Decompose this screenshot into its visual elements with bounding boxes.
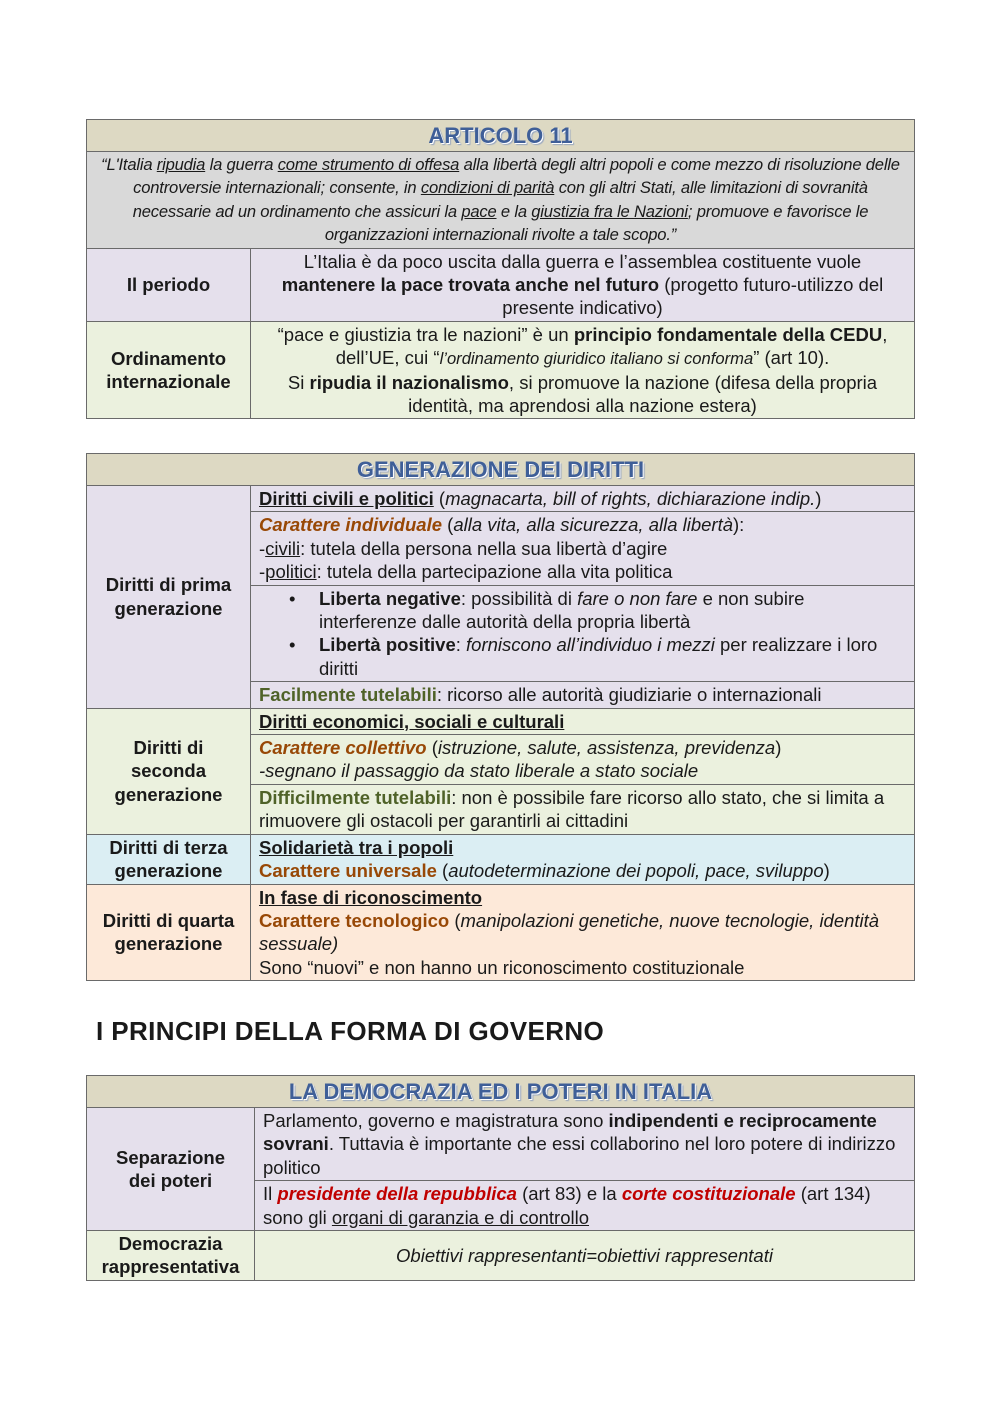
quote-text: con gli altri Stati, alle limitazioni di sovranità necessarie ad un ordinamento che assicuri la	[132, 178, 868, 221]
text-part: :	[455, 634, 467, 656]
text-part: (	[426, 737, 438, 759]
articolo-11-quote	[87, 152, 915, 249]
label-line: Diritti di prima	[105, 574, 232, 596]
rappresentativa-label	[87, 1231, 255, 1281]
label-line: generazione	[114, 860, 223, 882]
quote-text: e la	[496, 201, 532, 221]
prima-row-4	[251, 682, 915, 708]
label-line: Diritti di	[133, 737, 204, 759]
separazione-row-2	[255, 1181, 915, 1231]
generazione-title: GENERAZIONE DEI DIRITTI	[87, 454, 915, 486]
bold-part: Liberta negative	[319, 587, 461, 609]
bullet-icon: •	[289, 587, 296, 609]
text-part: (	[433, 488, 446, 509]
italic-part: manipolazioni genetiche, nuove tecnologie, identità sessuale)	[259, 909, 880, 955]
text-part: “pace e giustizia tra le nazioni” è un	[277, 323, 574, 345]
label-line: seconda	[130, 760, 207, 782]
articolo-11-title: ARTICOLO 11	[87, 120, 915, 152]
row-heading: Diritti civili e politici	[259, 488, 434, 509]
text-part: ” (art 10).	[753, 347, 830, 369]
row-heading: Carattere individuale	[259, 514, 443, 536]
text-part: , si promuove la nazione (difesa della propria identità, ma aprendosi alla nazione estera)	[408, 371, 878, 417]
terza-row	[251, 834, 915, 884]
label-line: Democrazia	[118, 1233, 223, 1255]
italic-part: l’ordinamento giuridico italiano si conforma	[439, 349, 754, 369]
democrazia-table	[86, 1075, 915, 1281]
bold-part: principio fondamentale della CEDU	[573, 323, 883, 345]
quote-underlined: ripudia	[156, 155, 206, 174]
seconda-row-2	[251, 735, 915, 785]
label-line: generazione	[114, 783, 223, 805]
text-part: per realizzare i loro diritti	[319, 634, 878, 679]
text-part: : ricorso alle autorità giudiziarie o internazionali	[436, 684, 822, 706]
row-heading: Carattere tecnologico	[259, 909, 450, 931]
liberta-list	[259, 587, 906, 681]
text-part: Il	[263, 1183, 278, 1205]
prima-row-1	[251, 486, 915, 512]
row-heading: In fase di riconoscimento	[259, 886, 483, 908]
ordinamento-label	[87, 321, 251, 419]
row-heading: Facilmente tutelabili	[259, 684, 437, 706]
quarta-row	[251, 884, 915, 981]
seconda-row-1	[251, 708, 915, 734]
label-line: generazione	[114, 933, 223, 955]
text-part: (art 134) sono gli	[263, 1183, 871, 1228]
text-part: (	[442, 514, 454, 536]
text-part: Sono “nuovi” e non hanno un riconoscimento costituzionale	[259, 956, 745, 978]
periodo-text-part: L’Italia è da poco uscita dalla guerra e l’assemblea costituente vuole	[303, 250, 862, 272]
red-part: corte costituzionale	[621, 1183, 796, 1205]
quote-text: la guerra	[205, 155, 278, 174]
text-part: e non subire interferenze dalle autorità della propria libertà	[319, 587, 805, 633]
row-heading: Carattere collettivo	[259, 737, 427, 759]
label-line: rappresentativa	[101, 1256, 240, 1278]
articolo-11-table	[86, 119, 915, 419]
text-part: : possibilità di	[460, 587, 578, 609]
italic-part: magnacarta, bill of rights, dichiarazione indip.	[445, 488, 816, 509]
rappresentativa-text	[255, 1231, 915, 1281]
list-item	[289, 633, 906, 680]
text-part: )	[775, 737, 782, 759]
section-title: I PRINCIPI DELLA FORMA DI GOVERNO	[96, 1016, 605, 1046]
italic-part: fare o non fare	[577, 587, 698, 609]
text-part: (art 83) e la	[516, 1183, 622, 1205]
red-part: presidente della repubblica	[277, 1183, 517, 1205]
bold-part: indipendenti e reciprocamente sovrani	[263, 1110, 877, 1155]
row-heading: Diritti economici, sociali e culturali	[259, 710, 565, 732]
italic-part: forniscono all’individuo i mezzi	[466, 634, 715, 656]
text-part: : tutela della persona nella sua libertà d’agire	[300, 537, 668, 559]
text-part: (	[449, 909, 461, 931]
underlined-part: civili	[265, 537, 301, 559]
text-part: Parlamento, governo e magistratura sono	[263, 1110, 609, 1131]
label-line: Separazione	[116, 1146, 225, 1168]
row-heading: Solidarietà tra i popoli	[259, 836, 454, 858]
separazione-row-1	[255, 1108, 915, 1181]
text-part: -	[259, 537, 266, 559]
italic-part: -segnano il passaggio da stato liberale a stato sociale	[259, 760, 699, 782]
ordinamento-text	[251, 321, 915, 419]
prima-generazione-label	[87, 486, 251, 709]
periodo-text	[251, 248, 915, 321]
text-part: : non è possibile fare ricorso allo stato, che si limita a rimuovere gli ostacoli per garantirli ai cittadini	[259, 786, 885, 832]
label-line: generazione	[114, 597, 223, 619]
quarta-generazione-label	[87, 884, 251, 981]
italic-part: Obiettivi rappresentanti=obiettivi rappresentati	[396, 1244, 773, 1266]
periodo-label: Il periodo	[87, 248, 251, 321]
label-line: Diritti di quarta	[102, 909, 235, 931]
generazione-table	[86, 453, 915, 981]
democrazia-title: LA DEMOCRAZIA ED I POTERI IN ITALIA	[87, 1076, 915, 1108]
text-part: : tutela della partecipazione alla vita politica	[316, 561, 673, 583]
label-line: dei poteri	[128, 1170, 213, 1192]
text-part: . Tuttavia è importante che essi collaborino nel loro potere di indirizzo politico	[263, 1133, 896, 1178]
italic-part: istruzione, salute, assistenza, previdenza	[437, 737, 776, 759]
text-part: )	[815, 488, 822, 509]
bold-part: ripudia il nazionalismo	[309, 371, 509, 393]
prima-row-2	[251, 512, 915, 585]
periodo-bold: mantenere la pace trovata anche nel futuro	[281, 274, 660, 296]
text-part: -	[259, 561, 266, 583]
seconda-generazione-label	[87, 708, 251, 834]
text-part: )	[823, 860, 830, 882]
row-heading: Carattere universale	[259, 860, 437, 882]
quote-underlined: condizioni di parità	[420, 178, 555, 198]
italic-part: autodeterminazione dei popoli, pace, sviluppo	[448, 860, 824, 882]
label-line: Diritti di terza	[109, 836, 228, 858]
label-line: internazionale	[106, 371, 231, 393]
row-heading: Difficilmente tutelabili	[259, 786, 452, 808]
seconda-row-3	[251, 784, 915, 834]
bullet-icon: •	[289, 634, 296, 656]
bold-part: Libertà positive	[319, 634, 456, 656]
text-part: Si	[287, 371, 310, 393]
quote-text: “L'Italia	[101, 155, 157, 174]
prima-row-3	[251, 585, 915, 682]
quote-underlined: come strumento di offesa	[277, 155, 460, 174]
text-part: , dell’UE, cui “	[335, 323, 888, 369]
quote-underlined: giustizia fra le Nazioni	[531, 201, 688, 221]
list-item	[289, 587, 906, 634]
separazione-label	[87, 1108, 255, 1231]
text-part: ):	[733, 514, 745, 536]
text-part: (	[436, 860, 449, 882]
quote-text: alla libertà degli altri popoli e come mezzo di risoluzione delle controversie internazionali; consente, in	[133, 155, 900, 198]
quote-underlined: pace	[461, 201, 497, 221]
quote-text: ; promuove e favorisce le organizzazioni internazionali rivolte a tale scopo.”	[324, 201, 869, 245]
italic-part: alla vita, alla sicurezza, alla libertà	[453, 514, 734, 536]
terza-generazione-label	[87, 834, 251, 884]
periodo-text-part: (progetto futuro-utilizzo del presente indicativo)	[502, 274, 884, 319]
label-line: Ordinamento	[110, 347, 227, 369]
underlined-part: organi di garanzia e di controllo	[331, 1206, 590, 1228]
underlined-part: politici	[265, 561, 317, 583]
